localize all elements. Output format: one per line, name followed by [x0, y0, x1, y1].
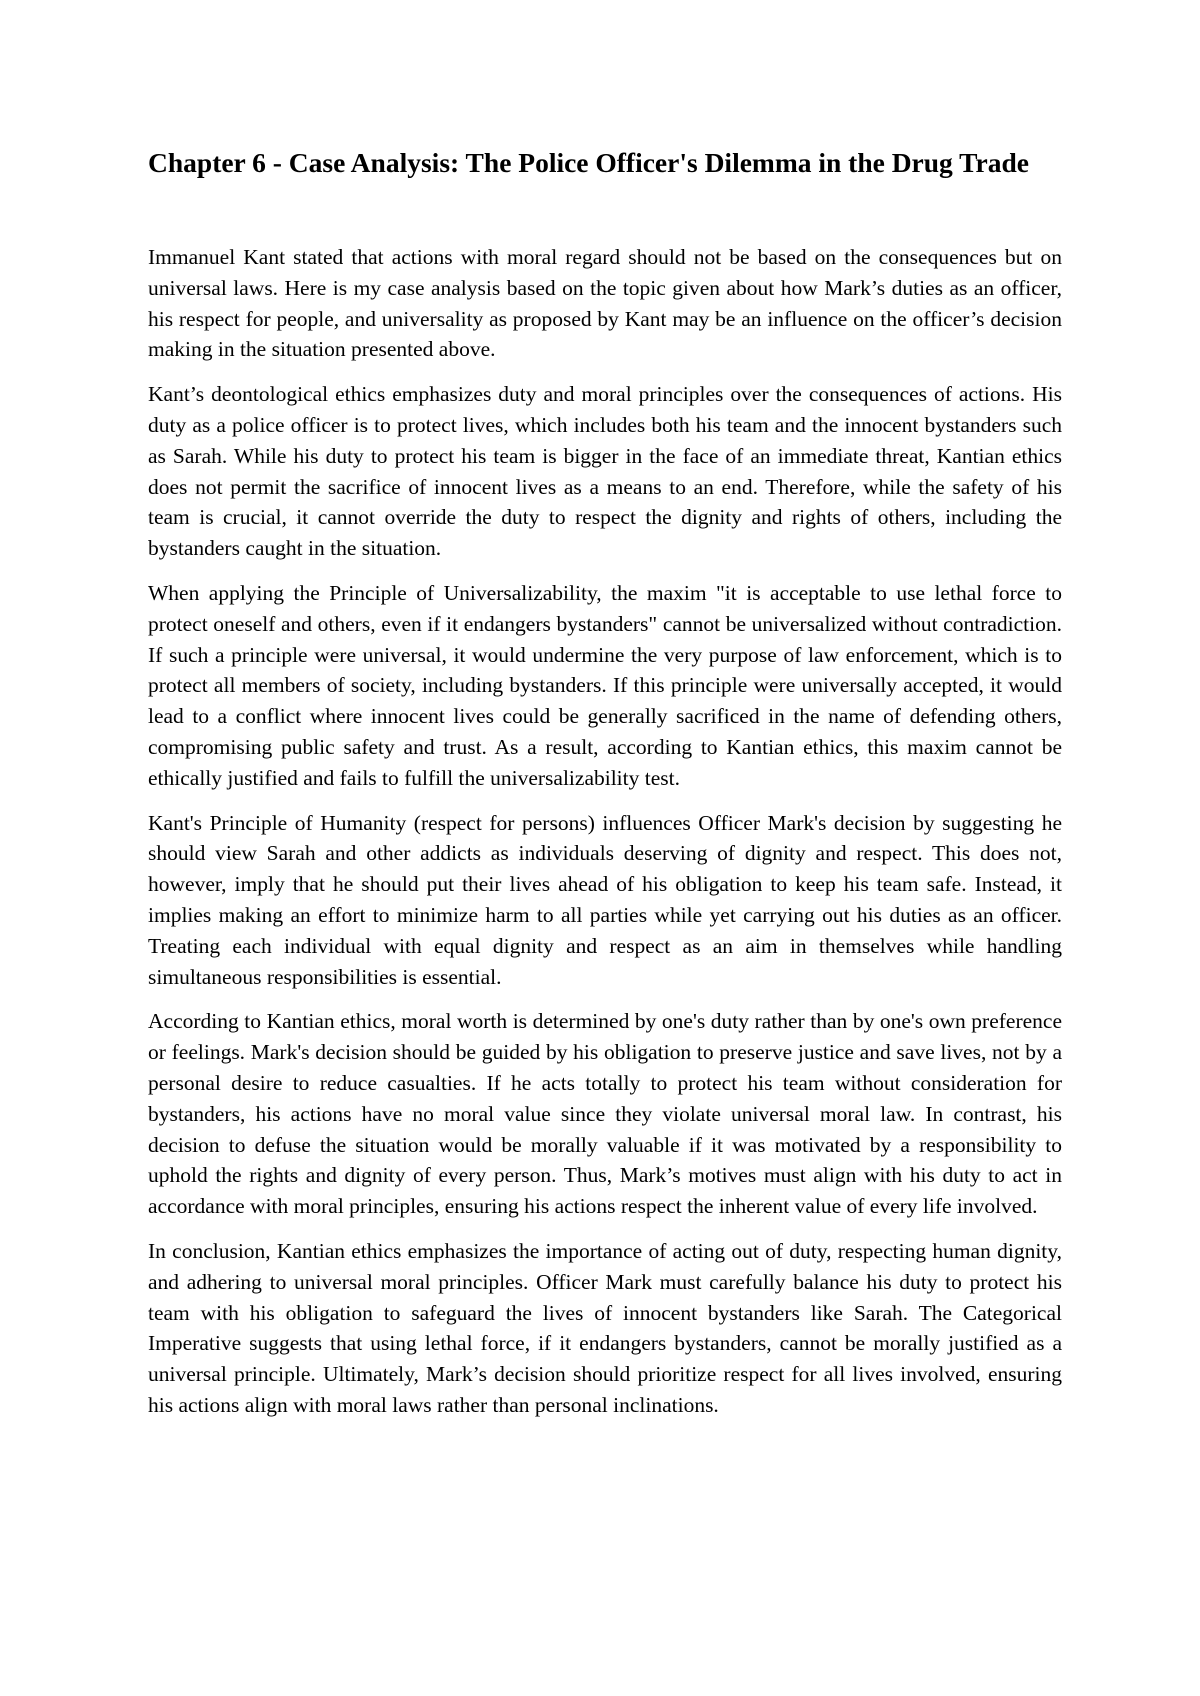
- humanity-paragraph: Kant's Principle of Humanity (respect for persons) influences Officer Mark's decision by suggesting he should view Sarah and other addicts as individuals deserving of dignity and respect. This does not, however, imply that he should put their lives ahead of his obligation to keep his team safe. Instead, it implies making an effort to minimize harm to all parties while yet carrying out his duties as an officer. Treating each individual with equal dignity and respect as an aim in themselves while handling simultaneous responsibilities is essential.: [148, 810, 1062, 989]
- document-body: [148, 242, 1062, 1435]
- intro-paragraph: Immanuel Kant stated that actions with moral regard should not be based on the consequences but on universal laws. Here is my case analysis based on the topic given about how Mark’s duties as an officer, his respect for people, and universality as proposed by Kant may be an influence on the officer’s decision making in the situation presented above.: [148, 245, 1062, 362]
- conclusion-paragraph: In conclusion, Kantian ethics emphasizes the importance of acting out of duty, respecting human dignity, and adhering to universal moral principles. Officer Mark must carefully balance his duty to protect his team with his obligation to safeguard the lives of innocent bystanders like Sarah. The Categorical Imperative suggests that using lethal force, if it endangers bystanders, cannot be morally justified as a universal principle. Ultimately, Mark’s decision should prioritize respect for all lives involved, ensuring his actions align with moral laws rather than personal inclinations.: [148, 1238, 1062, 1417]
- deontology-paragraph: Kant’s deontological ethics emphasizes duty and moral principles over the consequences of actions. His duty as a police officer is to protect lives, which includes both his team and the innocent bystanders such as Sarah. While his duty to protect his team is bigger in the face of an immediate threat, Kantian ethics does not permit the sacrifice of innocent lives as a means to an end. Therefore, while the safety of his team is crucial, it cannot override the duty to respect the dignity and rights of others, including the bystanders caught in the situation.: [148, 382, 1062, 561]
- moral-worth-paragraph: According to Kantian ethics, moral worth is determined by one's duty rather than by one's own preference or feelings. Mark's decision should be guided by his obligation to preserve justice and save lives, not by a personal desire to reduce casualties. If he acts totally to protect his team without consideration for bystanders, his actions have no moral value since they violate universal moral law. In contrast, his decision to defuse the situation would be morally valuable if it was motivated by a responsibility to uphold the rights and dignity of every person. Thus, Mark’s motives must align with his duty to act in accordance with moral principles, ensuring his actions respect the inherent value of every life involved.: [148, 1009, 1062, 1219]
- document-page: [148, 0, 1062, 1696]
- universalizability-paragraph: When applying the Principle of Universalizability, the maxim "it is acceptable to use lethal force to protect oneself and others, even if it endangers bystanders" cannot be universalized without contradiction. If such a principle were universal, it would undermine the very purpose of law enforcement, which is to protect all members of society, including bystanders. If this principle were universally accepted, it would lead to a conflict where innocent lives could be generally sacrificed in the name of defending others, compromising public safety and trust. As a result, according to Kantian ethics, this maxim cannot be ethically justified and fails to fulfill the universalizability test.: [148, 580, 1062, 790]
- chapter-title: Chapter 6 - Case Analysis: The Police Officer's Dilemma in the Drug Trade: [148, 147, 1029, 178]
